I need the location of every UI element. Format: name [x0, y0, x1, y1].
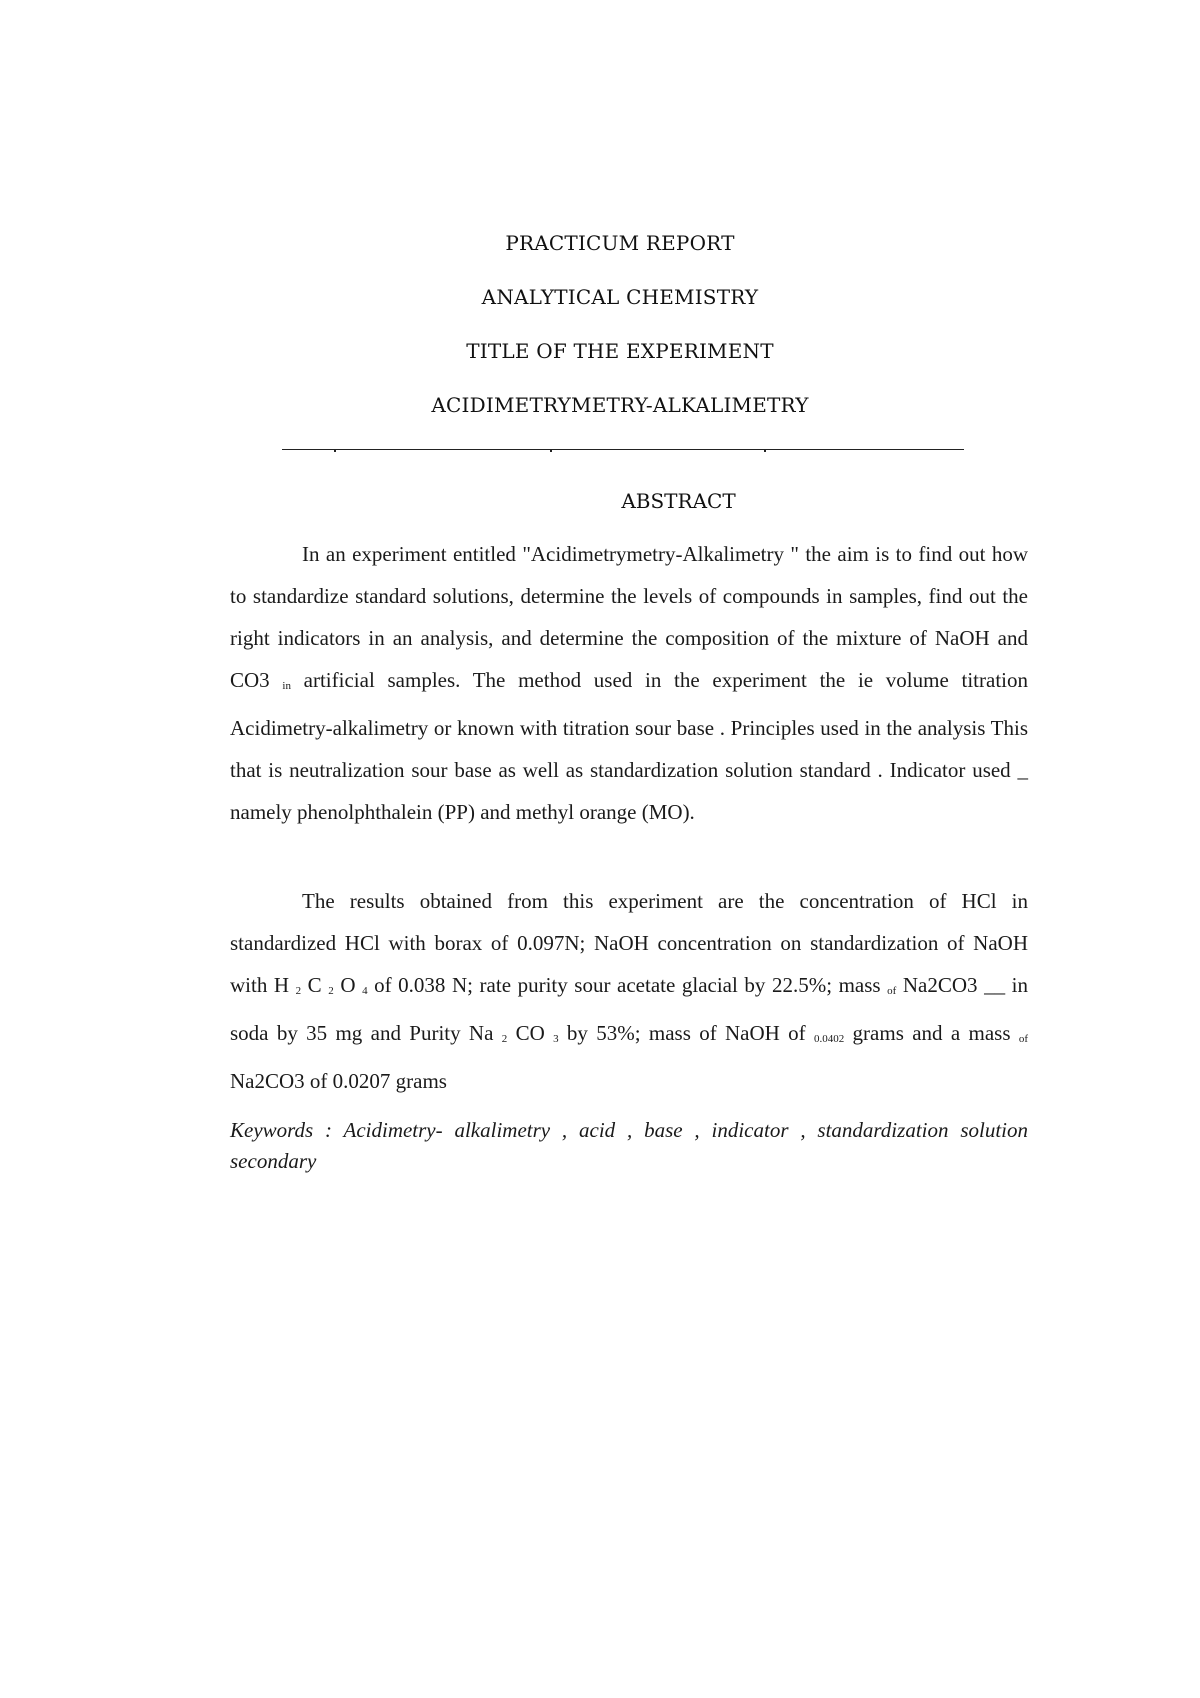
experiment-title-label: TITLE OF THE EXPERIMENT [466, 339, 774, 363]
report-type-heading: PRACTICUM REPORT [505, 231, 735, 255]
paragraph-text: CO [507, 1021, 554, 1045]
paragraph-text: by 53%; mass of NaOH of [558, 1021, 814, 1045]
abstract-paragraph-1 [230, 533, 1028, 833]
paragraph-text: In an experiment entitled "Acidimetrymetry-Alkalimetry " the aim is to find out how to standardize standard solutions, determine the levels of compounds in samples, find out the right indicators in an analysis, and determine the composition of the mixture of NaOH and CO3 [230, 542, 1028, 692]
abstract-paragraph-2 [230, 880, 1028, 1102]
separator-rule-tick [334, 449, 336, 452]
subscript-text: 3 [553, 1033, 559, 1045]
paragraph-text: grams and a mass [844, 1021, 1019, 1045]
separator-rule-tick [550, 449, 552, 452]
course-heading: ANALYTICAL CHEMISTRY [481, 285, 759, 309]
separator-rule [282, 449, 964, 450]
subscript-text: in [282, 680, 291, 692]
subscript-text: 2 [295, 985, 302, 997]
paragraph-text: C [301, 973, 329, 997]
subscript-text: of [1018, 1033, 1028, 1045]
paragraph-text: The results obtained from this experiment are the concentration of HCl in standardized HCl with borax of 0.097N; NaOH concentration on standardization of NaOH with H [230, 889, 1028, 997]
keywords-line: Keywords : Acidimetry- alkalimetry , acid , base , indicator , standardization solution secondary [230, 1118, 1028, 1173]
paragraph-text: of 0.038 N; rate purity sour acetate glacial by 22.5%; mass [367, 973, 888, 997]
subscript-text: 0.0402 [813, 1033, 845, 1045]
subscript-text: of [887, 985, 897, 997]
subscript-text: 2 [501, 1033, 508, 1045]
experiment-title: ACIDIMETRYMETRY-ALKALIMETRY [431, 393, 809, 417]
paragraph-text: Na2CO3 of 0.0207 grams [230, 1069, 447, 1093]
separator-rule-tick [764, 449, 766, 452]
paragraph-text: O [333, 973, 363, 997]
paragraph-text: artificial samples. The method used in the experiment the ie volume titration Acidimetry-alkalimetry or known with titration sour base . Principles used in the analysis This that is neutralization sour base as well as standardization solution standard . Indicator used _ namely phenolphthalein (PP) and methyl orange (MO). [230, 668, 1028, 824]
subscript-text: 4 [362, 985, 368, 997]
subscript-text: 2 [328, 985, 334, 997]
abstract-heading: ABSTRACT [621, 489, 736, 513]
paragraph-text: Na2CO3 __ in soda by 35 mg and Purity Na [230, 973, 1029, 1045]
